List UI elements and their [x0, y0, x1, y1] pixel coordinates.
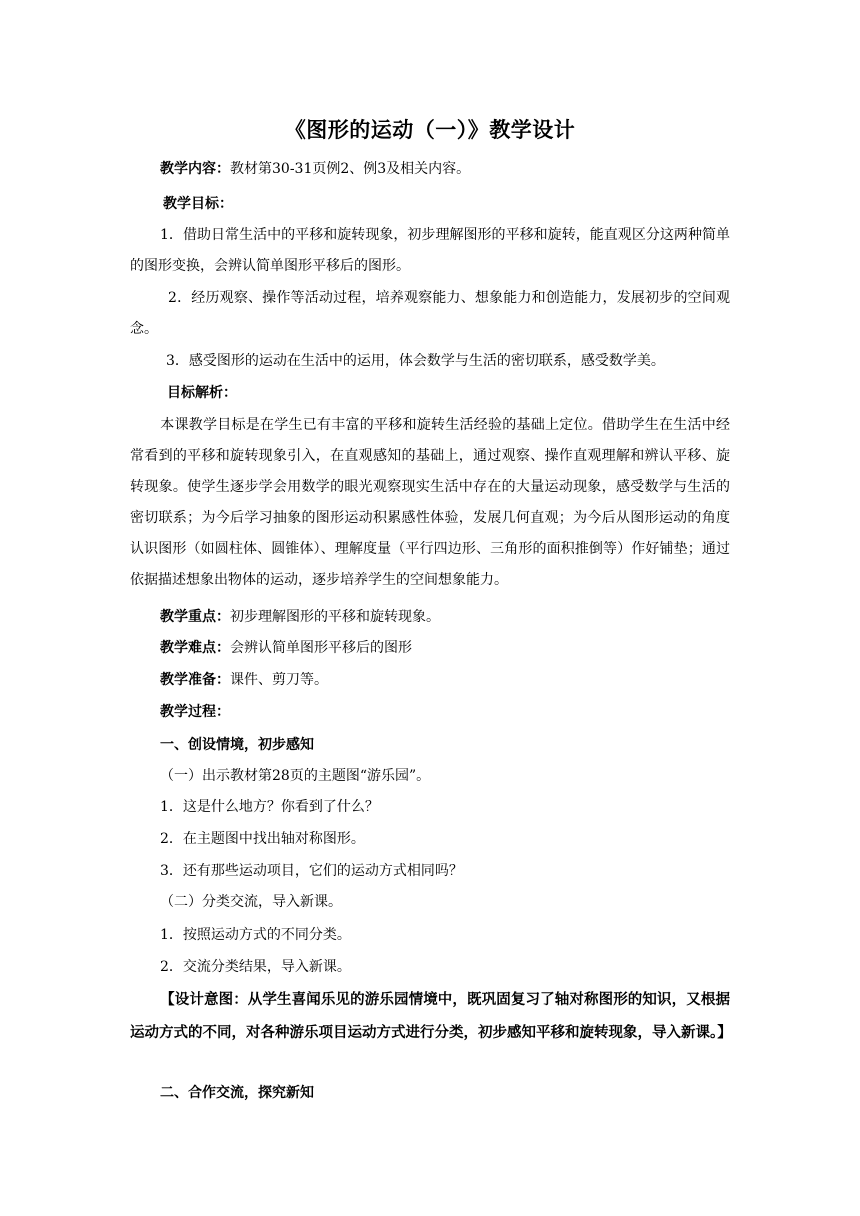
question-1: 1．这是什么地方？你看到了什么？	[160, 799, 379, 815]
teaching-goals-heading: 教学目标：	[163, 196, 233, 212]
goal-item-3: 3．感受图形的运动在生活中的运用，体会数学与生活的密切联系，感受数学美。	[166, 353, 665, 369]
preparation-text: 课件、剪刀等。	[230, 672, 328, 688]
step-1: 1．按照运动方式的不同分类。	[160, 927, 351, 943]
document-title: 《图形的运动（一）》教学设计	[284, 117, 576, 142]
design-intent: 【设计意图：从学生喜闻乐见的游乐园情境中，既巩固复习了轴对称图形的知识，又根据运动方式的不同，对各种游乐项目运动方式进行分类，初步感知平移和旋转现象，导入新课。】	[130, 991, 732, 1041]
goal-analysis-text: 本课教学目标是在学生已有丰富的平移和旋转生活经验的基础上定位。借助学生在生活中经常看到的平移和旋转现象引入，在直观感知的基础上，通过观察、操作直观理解和辨认平移、旋转现象。使学生逐步学会用数学的眼光观察现实生活中存在的大量运动现象，感受数学与生活的密切联系；为今后学习抽象的图形运动积累感性体验，发展几何直观；为今后从图形运动的角度认识图形（如圆柱体、圆锥体）、理解度量（平行四边形、三角形的面积推倒等）作好铺垫；通过依据描述想象出物体的运动，逐步培养学生的空间想象能力。	[130, 417, 730, 588]
question-2: 2．在主题图中找出轴对称图形。	[160, 831, 365, 847]
question-3: 3．还有那些运动项目，它们的运动方式相同吗？	[160, 863, 463, 879]
goal-item-2: 2．经历观察、操作等活动过程，培养观察能力、想象能力和创造能力，发展初步的空间观念。	[130, 290, 730, 337]
difficulty-text: 会辨认简单图形平移后的图形	[230, 640, 412, 656]
process-heading: 教学过程：	[160, 704, 230, 720]
difficulty-label: 教学难点：	[160, 640, 230, 656]
difficulty	[160, 639, 412, 657]
preparation-label: 教学准备：	[160, 672, 230, 688]
part-2-text: （二）分类交流，导入新课。	[160, 894, 342, 910]
part-1-text: （一）出示教材第28页的主题图“游乐园”。	[160, 768, 431, 784]
goal-analysis-heading: 目标解析：	[167, 385, 237, 401]
key-point	[160, 608, 440, 626]
key-point-text: 初步理解图形的平移和旋转现象。	[230, 609, 440, 625]
key-point-label: 教学重点：	[160, 609, 230, 625]
step-2: 2．交流分类结果，导入新课。	[160, 959, 351, 975]
preparation	[160, 671, 328, 689]
teaching-content	[160, 160, 470, 178]
teaching-content-label: 教学内容：	[160, 161, 230, 177]
section-2-heading: 二、合作交流，探究新知	[160, 1085, 314, 1101]
goal-item-1: 1．借助日常生活中的平移和旋转现象，初步理解图形的平移和旋转，能直观区分这两种简单的图形变换，会辨认简单图形平移后的图形。	[130, 227, 730, 274]
teaching-content-text: 教材第30-31页例2、例3及相关内容。	[230, 161, 471, 177]
section-1-heading: 一、创设情境，初步感知	[160, 737, 314, 753]
